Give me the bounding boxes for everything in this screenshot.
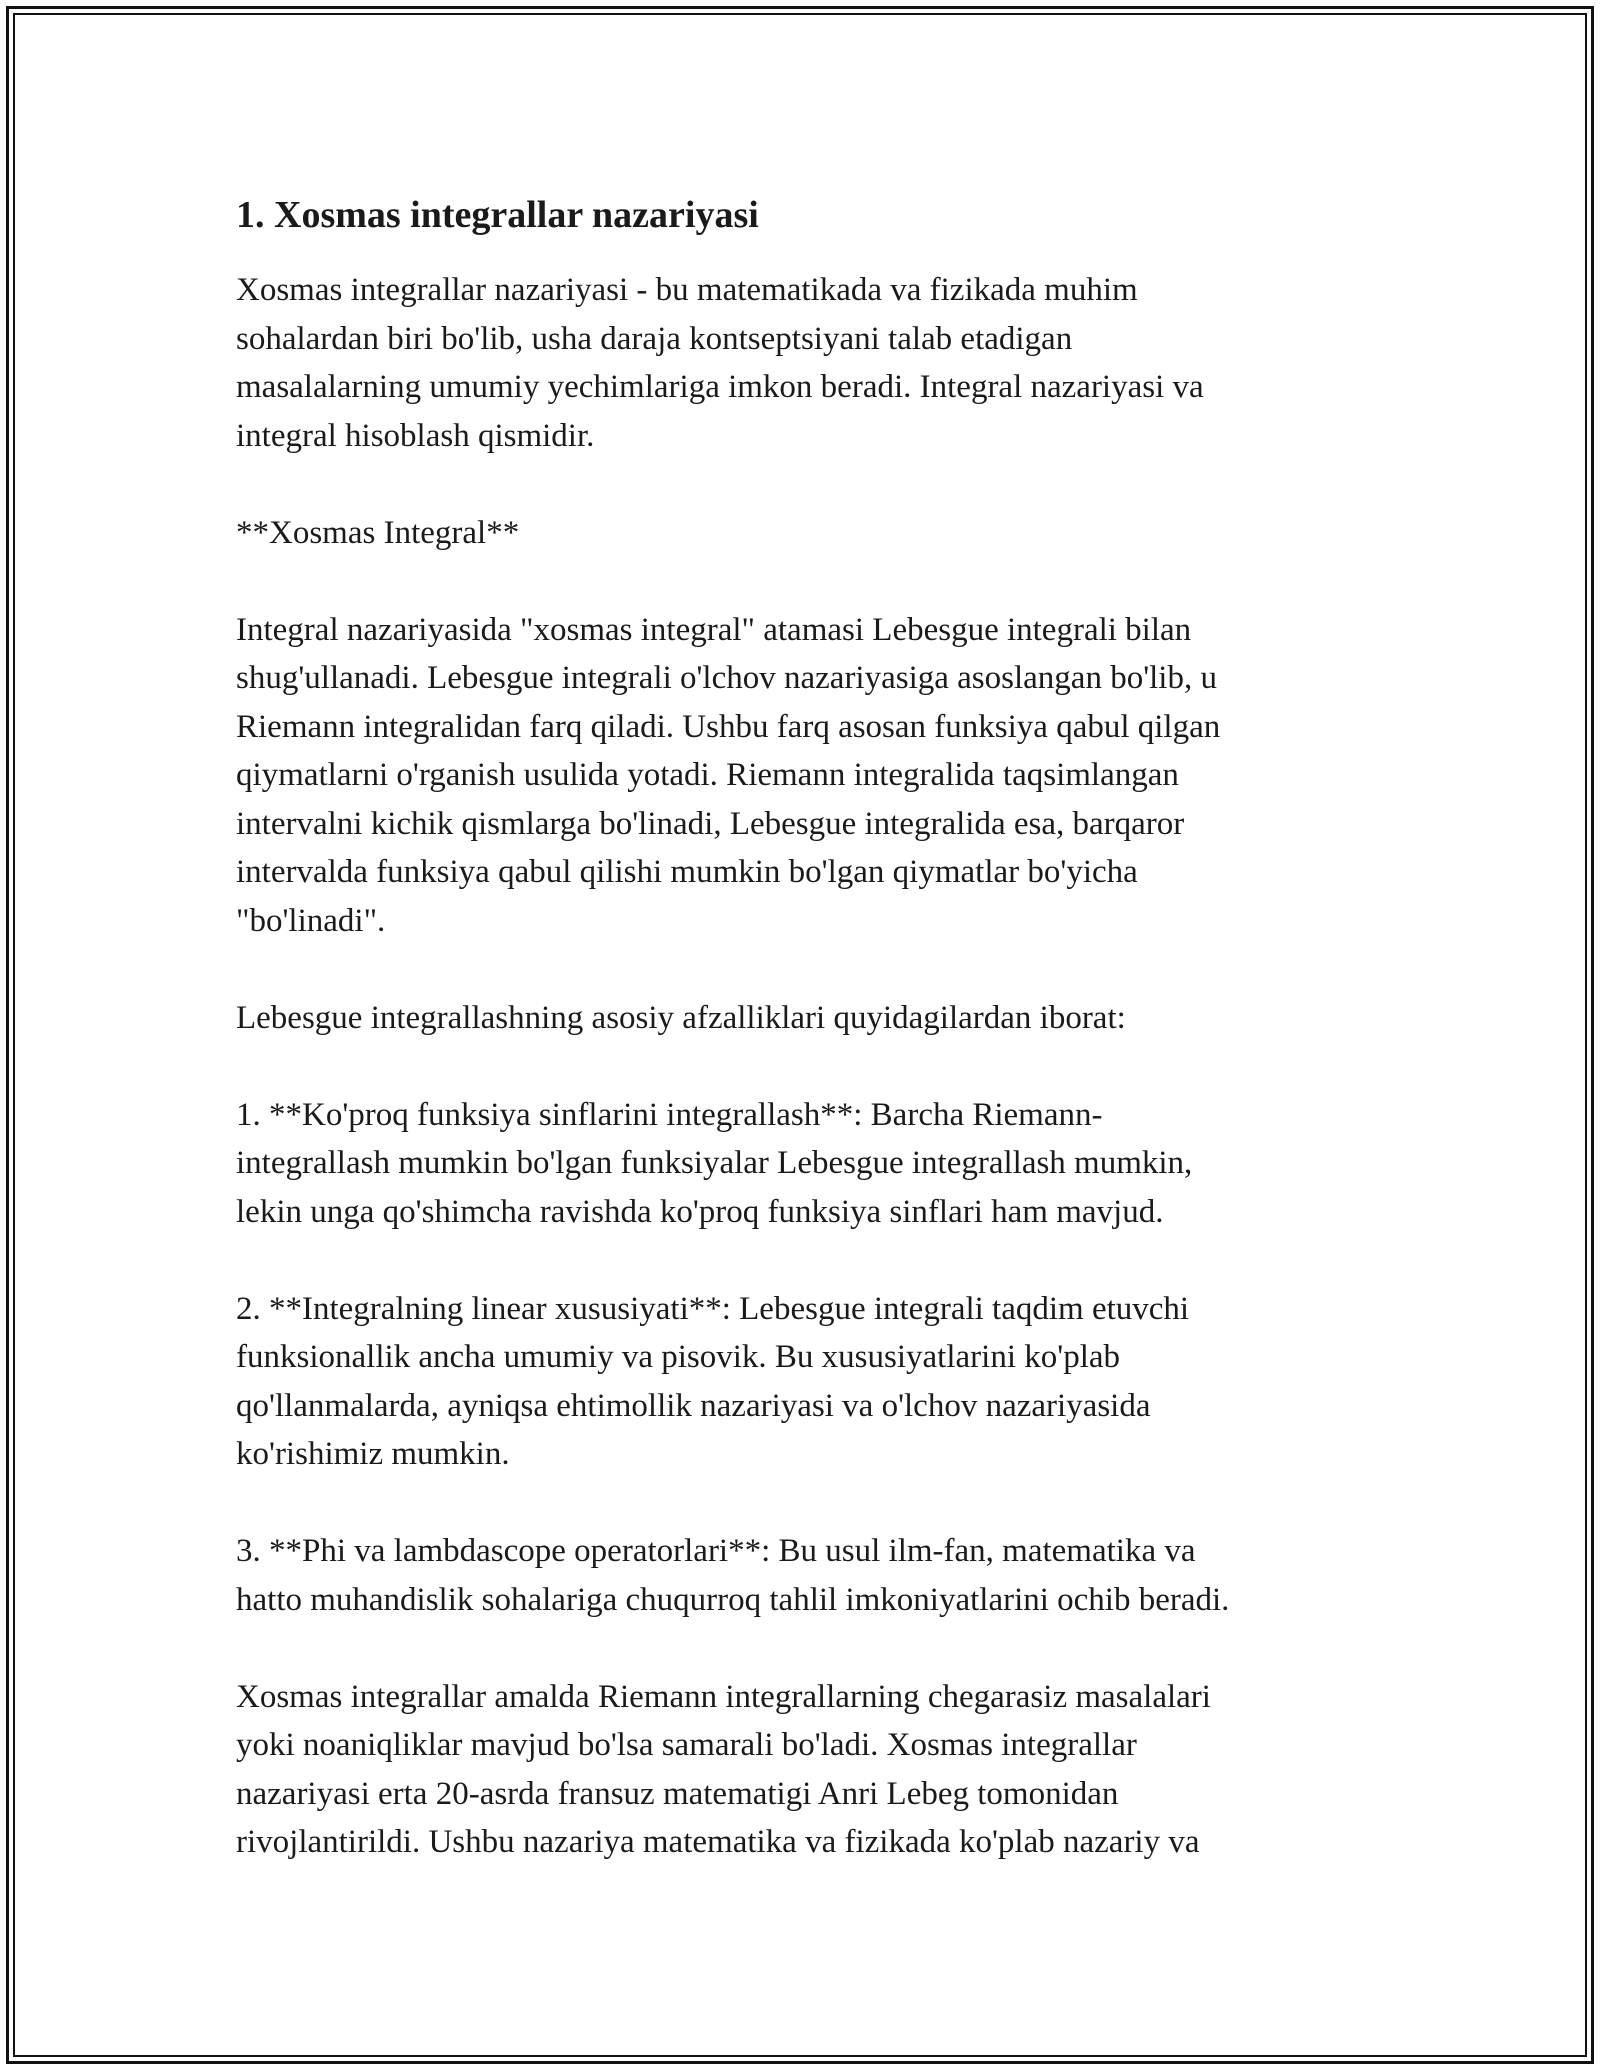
list-item-3: 3. **Phi va lambdascope operatorlari**: Bu usul ilm-fan, matematika va hatto muhandislik sohalariga chuqurroq tahlil imkoniyatlarini ochib beradi. [236,1533,1230,1618]
paragraph-conclusion: Xosmas integrallar amalda Riemann integrallarning chegarasiz masalalari yoki noaniqliklar mavjud bo'lsa samarali bo'ladi. Xosmas integrallar nazariyasi erta 20-asrda fransuz matematigi Anri Lebeg tomonidan rivojlantirildi. Ushbu nazariya matematika va fizikada ko'plab nazariy va [236,1678,1211,1860]
paragraph-advantages-intro: Lebesgue integrallashning asosiy afzalliklari quyidagilardan iborat: [236,999,1126,1036]
list-item-2: 2. **Integralning linear xususiyati**: Lebesgue integrali taqdim etuvchi funksionallik ancha umumiy va pisovik. Bu xususiyatlarini ko'plab qo'llanmalarda, ayniqsa ehtimollik nazariyasi va o'lchov nazariyasida ko'rishimiz mumkin. [236,1290,1190,1472]
document-body [236,182,1366,1867]
list-item-1: 1. **Ko'proq funksiya sinflarini integrallash**: Barcha Riemann- integrallash mumkin bo'lgan funksiyalar Lebesgue integrallash mumkin, lekin unga qo'shimcha ravishda ko'proq funksiya sinflari ham mavjud. [236,1096,1193,1230]
paragraph-intro: Xosmas integrallar nazariyasi - bu matematikada va fizikada muhim sohalardan biri bo'lib, usha daraja kontseptsiyani talab etadigan masalalarning umumiy yechimlariga imkon beradi. Integral nazariyasi va integral hisoblash qismidir. [236,272,1204,454]
document-title: 1. Xosmas integrallar nazariyasi [236,194,759,236]
paragraph-lebesgue-definition: Integral nazariyasida "xosmas integral" atamasi Lebesgue integrali bilan shug'ullanadi. Lebesgue integrali o'lchov nazariyasiga asoslangan bo'lib, u Riemann integralidan farq qiladi. Ushbu farq asosan funksiya qabul qilgan qiymatlarni o'rganish usulida yotadi. Riemann integralida taqsimlangan intervalni kichik qismlarga bo'linadi, Lebesgue integralida esa, barqaror intervalda funksiya qabul qilishi mumkin bo'lgan qiymatlar bo'yicha "bo'linadi". [236,611,1221,939]
paragraph-subheading: **Xosmas Integral** [236,514,520,551]
